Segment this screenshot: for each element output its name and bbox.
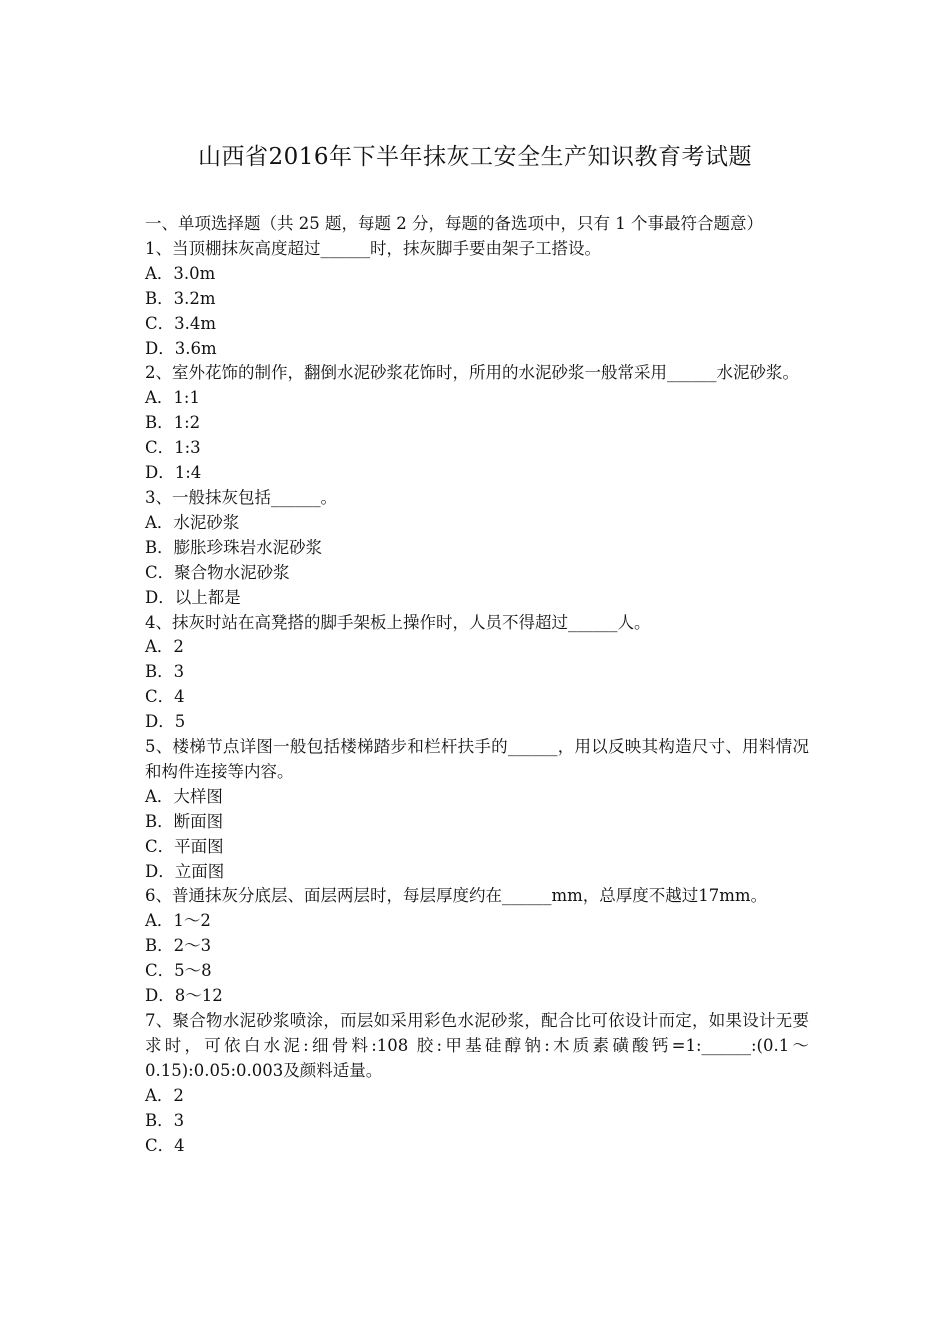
question-list — [145, 212, 809, 1158]
option-a: A．大样图 — [145, 786, 223, 806]
option-d: D．3.6m — [145, 338, 217, 358]
question-block — [145, 884, 809, 1009]
option-c: C．聚合物水泥砂浆 — [145, 562, 290, 582]
option-c: C．4 — [145, 1135, 185, 1155]
option-b: B．3 — [145, 1110, 185, 1130]
option-a: A．水泥砂浆 — [145, 512, 240, 532]
option-d: D．立面图 — [145, 861, 225, 881]
question-block — [145, 611, 809, 736]
option-b: B．2～3 — [145, 936, 212, 956]
question-block — [145, 237, 809, 362]
option-b: B．3 — [145, 662, 185, 682]
option-d: D．以上都是 — [145, 587, 241, 607]
option-c: C．5～8 — [145, 961, 212, 981]
option-a: A．1:1 — [145, 388, 200, 408]
question-stem: 1、当顶棚抹灰高度超过______时，抹灰脚手要由架子工搭设。 — [145, 238, 601, 258]
option-a: A．2 — [145, 637, 184, 657]
page-title: 山西省2016年下半年抹灰工安全生产知识教育考试题 — [197, 144, 753, 170]
question-block — [145, 1009, 809, 1158]
option-c: C．3.4m — [145, 313, 217, 333]
option-c: C．平面图 — [145, 836, 224, 856]
question-stem: 4、抹灰时站在高凳搭的脚手架板上操作时，人员不得超过______人。 — [145, 612, 651, 632]
option-b: B．3.2m — [145, 288, 216, 308]
option-a: A．3.0m — [145, 263, 216, 283]
option-a: A．1～2 — [145, 911, 211, 931]
question-stem: 2、室外花饰的制作，翻倒水泥砂浆花饰时，所用的水泥砂浆一般常采用______水泥砂浆。 — [145, 363, 799, 383]
question-block — [145, 361, 809, 486]
option-d: D．8～12 — [145, 986, 223, 1006]
question-stem: 7、聚合物水泥砂浆喷涂，而层如采用彩色水泥砂浆，配合比可依设计而定，如果设计无要求时，可依白水泥:细骨料:108 胶:甲基硅醇钠:木质素磺酸钙=1:______:(0.1～0.15):0.05:0.003及颜料适量。 — [145, 1011, 809, 1080]
option-c: C．1:3 — [145, 438, 201, 458]
option-d: D．5 — [145, 712, 186, 732]
option-b: B．膨胀珍珠岩水泥砂浆 — [145, 537, 323, 557]
option-d: D．1:4 — [145, 463, 202, 483]
option-b: B．断面图 — [145, 811, 224, 831]
question-stem: 5、楼梯节点详图一般包括楼梯踏步和栏杆扶手的______，用以反映其构造尺寸、用料情况和构件连接等内容。 — [145, 737, 809, 781]
option-a: A．2 — [145, 1085, 184, 1105]
question-stem: 3、一般抹灰包括______。 — [145, 487, 337, 507]
question-block — [145, 486, 809, 611]
option-b: B．1:2 — [145, 413, 201, 433]
question-stem: 6、普通抹灰分底层、面层两层时，每层厚度约在______mm，总厚度不越过17mm。 — [145, 886, 768, 906]
option-c: C．4 — [145, 687, 185, 707]
question-block — [145, 735, 809, 884]
section-heading: 一、单项选择题（共 25 题，每题 2 分，每题的备选项中，只有 1 个事最符合题意） — [145, 214, 763, 233]
